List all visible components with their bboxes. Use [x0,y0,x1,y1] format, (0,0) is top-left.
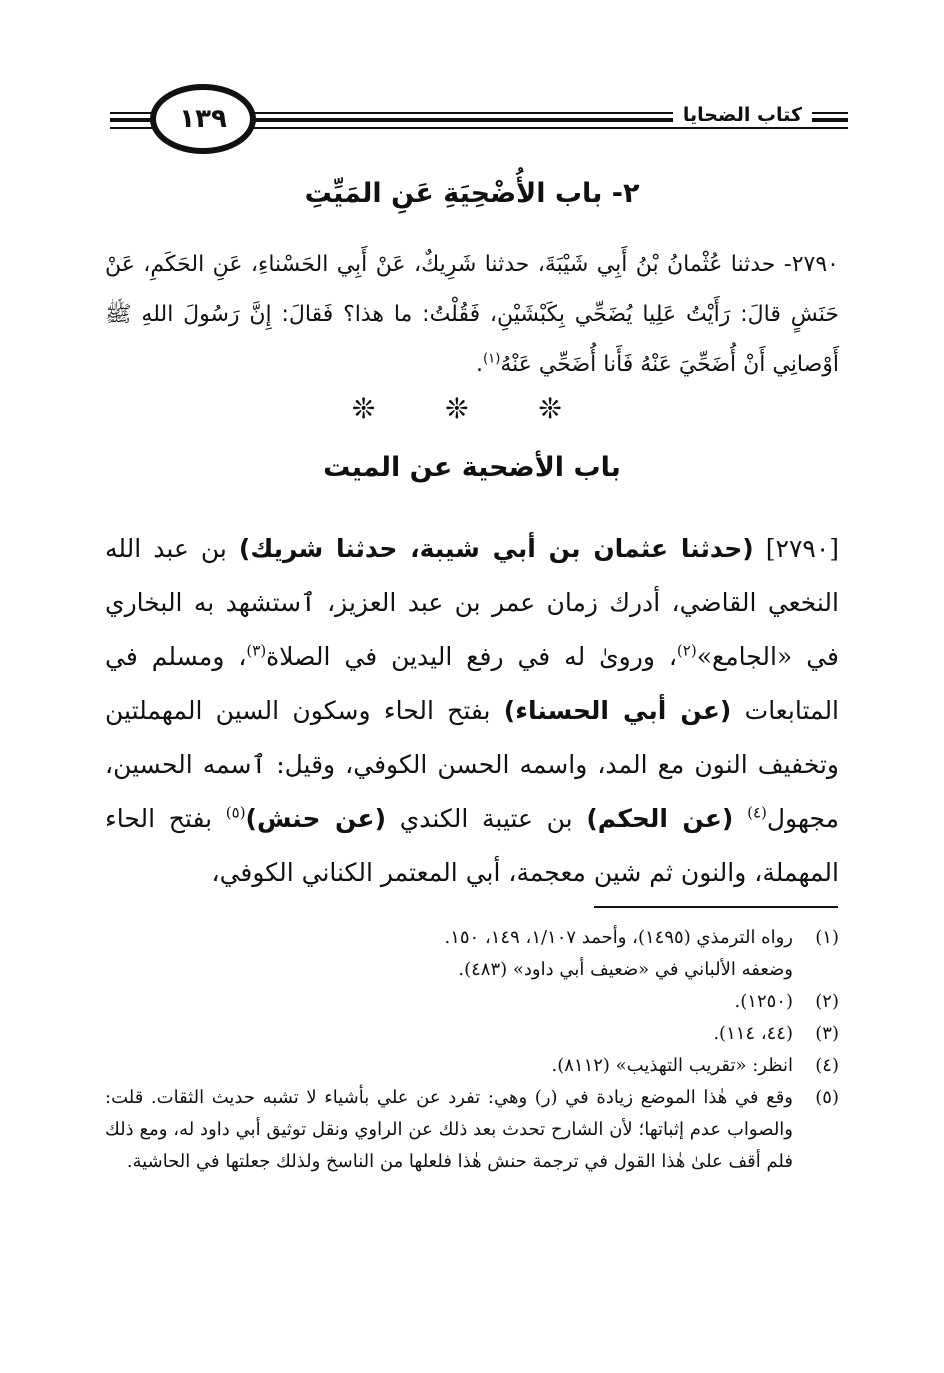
footnote-number: (١) [815,927,839,948]
footnote-ref: (٢) [676,641,697,660]
footnote-text: (١٢٥٠). [734,991,793,1012]
footnote-item [105,1050,839,1082]
chapter-heading: ٢- باب الأُضْحِيَةِ عَنِ المَيِّتِ [304,178,640,209]
commentary-body: بفتح الحاء وسكون السين المهملتين وتخفيف النون مع المد، واسمه الحسن الكوفي، وقيل: ٱسمه الحسين، مجهول [105,696,839,833]
footnote-item [105,922,839,954]
footnote-ref: (٣) [246,641,267,660]
footnotes [105,922,839,1178]
commentary-text [105,522,839,900]
footnote-number: (٥) [815,1087,839,1108]
commentary-body: بن عبد الله النخعي القاضي، أدرك زمان عمر بن عبد العزيز، ٱستشهد به البخاري في «الجامع» [105,534,840,671]
quoted-isnad: (عن حنش) [245,804,386,833]
footnote-continuation: وضعفه الألباني في «ضعيف أبي داود» (٤٨٣). [458,959,793,980]
footnote-text: (٤٤، ١١٤). [713,1023,793,1044]
footnote-item [105,986,839,1018]
page-number: ١٣٩ [150,84,256,154]
commentary-body [733,804,747,833]
section-separator: ❊ ❊ ❊ [352,392,592,425]
hadith-number: [٢٧٩٠] [753,534,840,563]
footnote-item [105,1082,839,1178]
footnote-number: (٤) [815,1055,839,1076]
commentary-body: ، ومسلم في المتابعات [105,642,840,725]
footnote-text: انظر: «تقريب التهذيب» (٨١١٢). [551,1055,793,1076]
hadith-end: . [475,352,483,377]
hadith-body: ٢٧٩٠- حدثنا عُثْمانُ بْنُ أَبِي شَيْبَةَ، حدثنا شَرِيكٌ، عَنْ أَبِي الحَسْناءِ، عَنِ الحَكَمِ، عَنْ حَنَشٍ قالَ: رَأَيْتُ عَلِيا يُضَحِّي بِكَبْشَيْنِ، فَقُلْتُ: ما هذا؟ فَقالَ: إِنَّ رَسُولَ اللهِ ﷺ أَوْصانِي أَنْ أُضَحِّيَ عَنْهُ فَأَنا أُضَحِّي عَنْهُ [105,252,839,377]
footnote-item [105,1018,839,1050]
footnote-ref: (٤) [747,803,767,822]
commentary-body: بن عتيبة الكندي [386,804,587,833]
book-title: كتاب الضحايا [673,104,812,126]
commentary-body: ، وروىٰ له في رفع اليدين في الصلاة [266,642,677,671]
footnote-ref: (١) [482,351,501,367]
hadith-text [105,240,839,390]
footnote-rule [594,906,838,908]
footnote-number: (٣) [815,1023,839,1044]
footnote-text: وقع في هٰذا الموضع زيادة في (ر) وهي: تفرد عن علي بأشياء لا تشبه حديث الثقات. قلت: والصواب عدم إثباتها؛ لأن الشارح تحدث بعد ذلك عن الراوي ونقل توثيق أبي داود له، ومع ذلك فلم أقف علىٰ هٰذا القول في ترجمة حنش هٰذا فلعلها من الناسخ ولذلك جعلتها في الحاشية. [105,1087,793,1172]
footnote-number: (٢) [815,991,839,1012]
running-header [110,84,848,166]
footnote-ref: (٥) [225,803,246,822]
quoted-isnad: (حدثنا عثمان بن أبي شيبة، حدثنا شريك) [238,534,754,563]
commentary-body: بفتح الحاء المهملة، والنون ثم شين معجمة، أبي المعتمر الكناني الكوفي، [105,804,839,887]
footnote-text: رواه الترمذي (١٤٩٥)، وأحمد ١/١٠٧، ١٤٩، ١٥٠. [444,927,793,948]
quoted-isnad: (عن الحكم) [586,804,734,833]
quoted-isnad: (عن أبي الحسناء) [503,696,732,725]
commentary-heading: باب الأضحية عن الميت [323,452,621,483]
